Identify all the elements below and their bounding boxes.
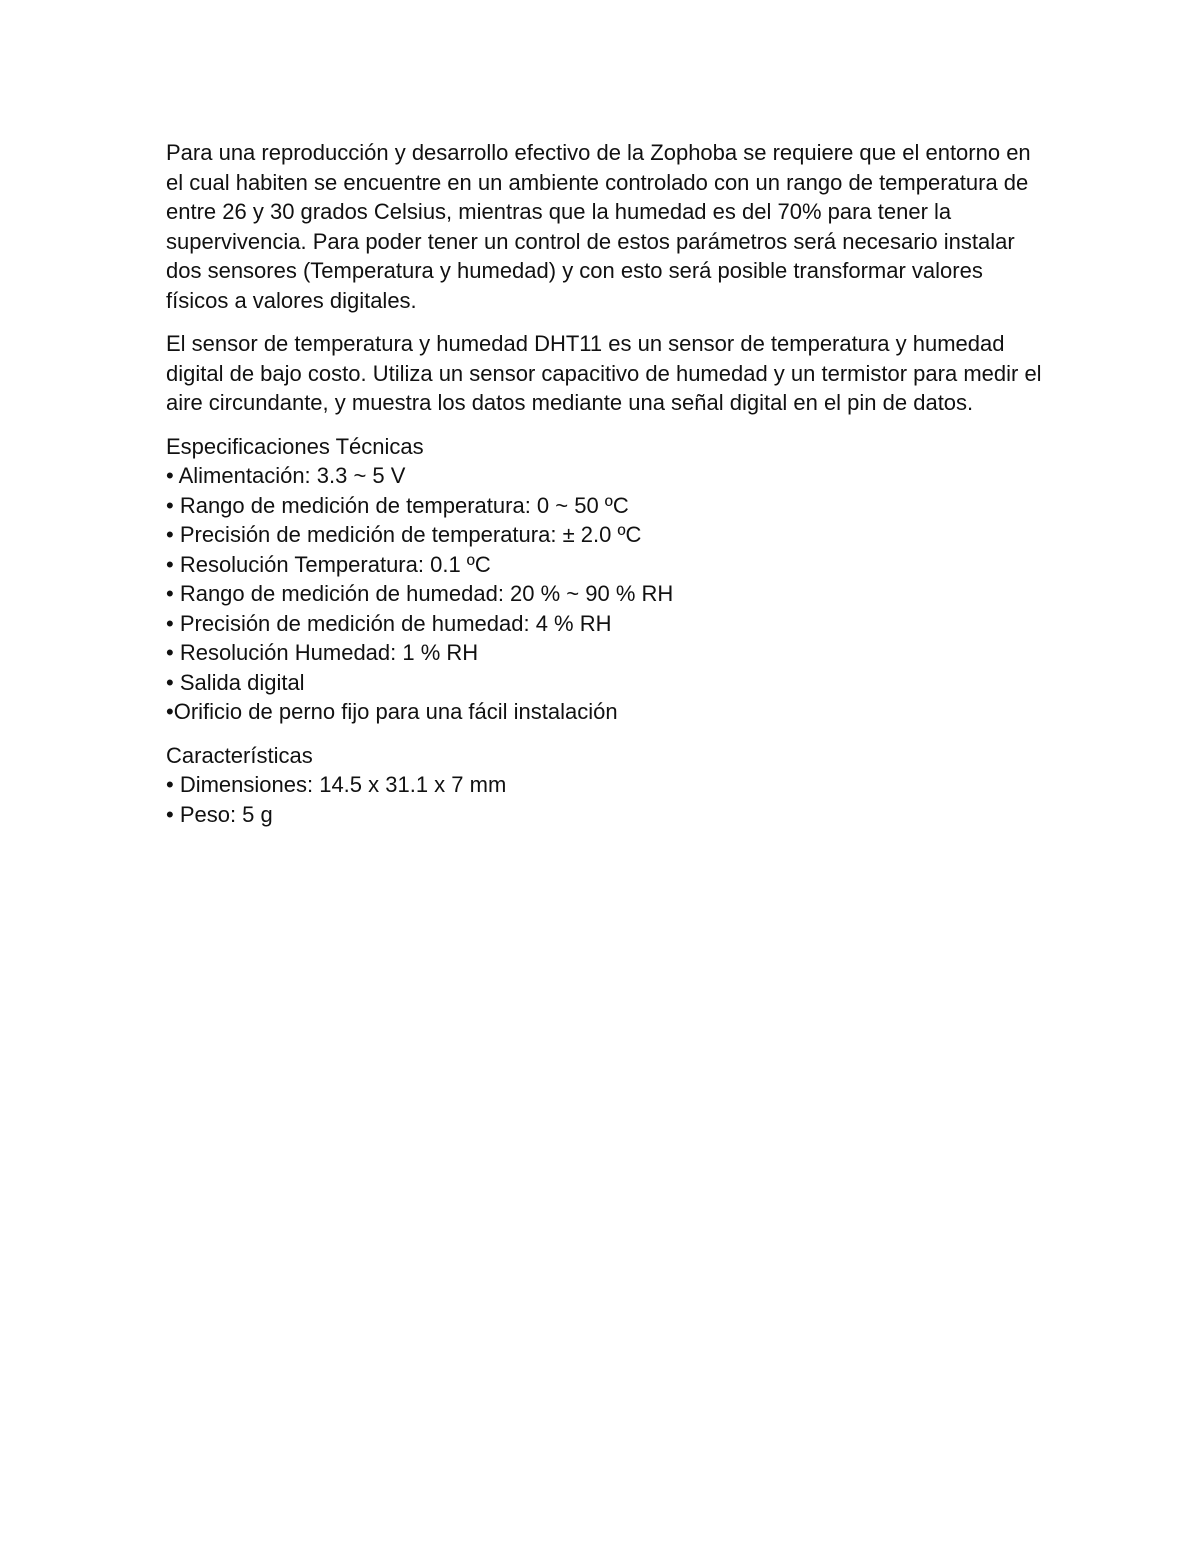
features-section — [166, 741, 1046, 830]
specs-section — [166, 432, 1046, 727]
list-item: •Orificio de perno fijo para una fácil instalación — [166, 699, 618, 724]
specs-list — [166, 461, 1046, 727]
list-item: • Dimensiones: 14.5 x 31.1 x 7 mm — [166, 772, 507, 797]
list-item: • Precisión de medición de humedad: 4 % RH — [166, 610, 612, 636]
sensor-description-paragraph: El sensor de temperatura y humedad DHT11 es un sensor de temperatura y humedad digital de bajo costo. Utiliza un sensor capacitivo de humedad y un termistor para medir el aire circundante, y muestra los datos mediante una señal digital en el pin de datos. — [166, 331, 1042, 415]
list-item: • Resolución Temperatura: 0.1 ºC — [166, 551, 491, 577]
intro-paragraph: Para una reproducción y desarrollo efectivo de la Zophoba se requiere que el entorno en el cual habiten se encuentre en un ambiente controlado con un rango de temperatura de entre 26 y 30 grados Celsius, mientras que la humedad es del 70% para tener la supervivencia. Para poder tener un control de estos parámetros será necesario instalar dos sensores (Temperatura y humedad) y con esto será posible transformar valores físicos a valores digitales. — [166, 140, 1031, 313]
list-item: • Precisión de medición de temperatura: ± 2.0 ºC — [166, 522, 642, 547]
list-item: • Peso: 5 g — [166, 801, 273, 827]
list-item: • Rango de medición de temperatura: 0 ~ 50 ºC — [166, 492, 629, 518]
features-title: Características — [166, 742, 313, 768]
list-item: • Rango de medición de humedad: 20 % ~ 90 % RH — [166, 581, 674, 606]
specs-title: Especificaciones Técnicas — [166, 433, 424, 459]
list-item: • Alimentación: 3.3 ~ 5 V — [166, 463, 406, 488]
document-page — [166, 138, 1046, 843]
features-list — [166, 770, 1046, 829]
list-item: • Resolución Humedad: 1 % RH — [166, 640, 479, 665]
list-item: • Salida digital — [166, 669, 305, 695]
